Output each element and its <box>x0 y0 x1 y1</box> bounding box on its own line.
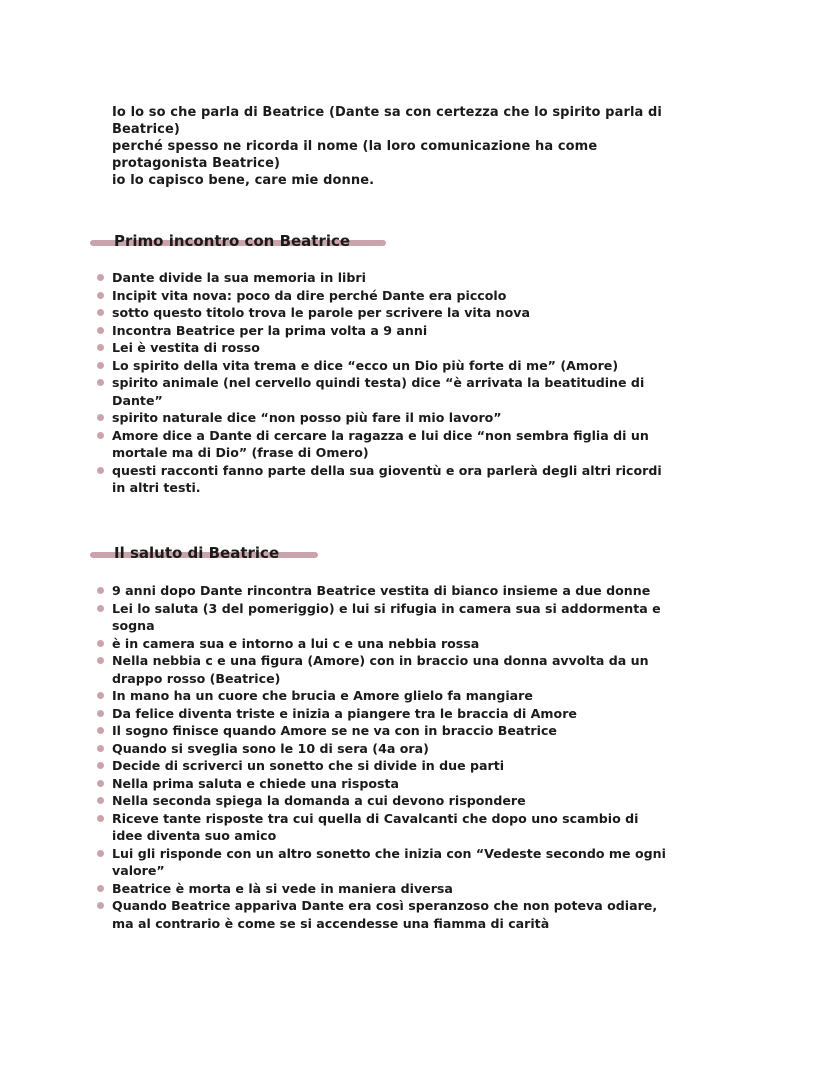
bullet-dot-icon <box>97 344 104 351</box>
list-item-text: Dante divide la sua memoria in libri <box>112 270 366 285</box>
list-item <box>96 462 666 497</box>
list-item-text: Da felice diventa triste e inizia a piangere tra le braccia di Amore <box>112 705 577 721</box>
bullet-dot-icon <box>97 309 104 316</box>
list-item <box>96 269 666 287</box>
list-item-text: Incipit vita nova: poco da dire perché Dante era piccolo <box>112 287 507 303</box>
list-item <box>96 357 666 375</box>
section-heading-primo-incontro <box>90 231 380 251</box>
bullet-dot-icon <box>97 640 104 647</box>
list-item-text: sotto questo titolo trova le parole per scrivere la vita nova <box>112 305 530 320</box>
bullet-dot-icon <box>97 327 104 334</box>
section-title: Primo incontro con Beatrice <box>114 232 351 250</box>
bullet-dot-icon <box>97 379 104 386</box>
bullet-dot-icon <box>97 362 104 369</box>
list-item-text: Quando Beatrice appariva Dante era così speranzoso che non poteva odiare, ma al contrario è come se si accendesse una fiamma di carità <box>112 898 658 931</box>
bullet-dot-icon <box>97 902 104 909</box>
list-item-text: In mano ha un cuore che brucia e Amore glielo fa mangiare <box>112 688 533 703</box>
list-item <box>96 427 666 462</box>
list-item <box>96 600 666 635</box>
list-item <box>96 880 666 898</box>
section-title: Il saluto di Beatrice <box>114 544 280 562</box>
section-heading-saluto <box>90 543 380 563</box>
bullet-dot-icon <box>97 815 104 822</box>
bullet-dot-icon <box>97 885 104 892</box>
bullet-dot-icon <box>97 745 104 752</box>
list-item <box>96 722 666 740</box>
list-item <box>96 322 666 340</box>
list-item-text: Amore dice a Dante di cercare la ragazza e lui dice “non sembra figlia di un mortale ma di Dio” (frase di Omero) <box>112 427 649 460</box>
list-item <box>96 792 666 810</box>
list-item-text: 9 anni dopo Dante rincontra Beatrice vestita di bianco insieme a due donne <box>112 583 651 598</box>
list-item-text: Nella seconda spiega la domanda a cui devono rispondere <box>112 793 526 808</box>
list-item-text: Nella prima saluta e chiede una risposta <box>112 775 399 791</box>
bullet-dot-icon <box>97 274 104 281</box>
list-item <box>96 740 666 758</box>
bullet-dot-icon <box>97 780 104 787</box>
bullet-list-primo-incontro <box>96 269 666 497</box>
list-item-text: è in camera sua e intorno a lui c e una nebbia rossa <box>112 635 480 651</box>
list-item-text: Incontra Beatrice per la prima volta a 9 anni <box>112 322 428 338</box>
list-item <box>96 374 666 409</box>
bullet-dot-icon <box>97 762 104 769</box>
list-item-text: spirito naturale dice “non posso più fare il mio lavoro” <box>112 410 502 425</box>
bullet-dot-icon <box>97 710 104 717</box>
list-item <box>96 757 666 775</box>
list-item-text: Riceve tante risposte tra cui quella di Cavalcanti che dopo uno scambio di idee diventa suo amico <box>112 810 639 843</box>
bullet-dot-icon <box>97 727 104 734</box>
list-item <box>96 409 666 427</box>
list-item <box>96 304 666 322</box>
list-item-text: Lei lo saluta (3 del pomeriggio) e lui si rifugia in camera sua si addormenta e sogna <box>112 600 661 633</box>
list-item <box>96 775 666 793</box>
bullet-dot-icon <box>97 292 104 299</box>
list-item <box>96 687 666 705</box>
bullet-dot-icon <box>97 587 104 594</box>
list-item <box>96 339 666 357</box>
list-item <box>96 705 666 723</box>
list-item-text: Il sogno finisce quando Amore se ne va con in braccio Beatrice <box>112 723 557 738</box>
list-item-text: Nella nebbia c e una figura (Amore) con in braccio una donna avvolta da un drappo rosso (Beatrice) <box>112 653 649 686</box>
list-item-text: Lei è vestita di rosso <box>112 340 260 355</box>
bullet-list-saluto <box>96 582 666 932</box>
list-item-text: Lo spirito della vita trema e dice “ecco un Dio più forte di me” (Amore) <box>112 357 619 373</box>
bullet-dot-icon <box>97 605 104 612</box>
list-item-text: Quando si sveglia sono le 10 di sera (4a ora) <box>112 740 429 756</box>
list-item-text: Decide di scriverci un sonetto che si divide in due parti <box>112 758 505 773</box>
intro-line: io lo capisco bene, care mie donne. <box>112 173 375 188</box>
intro-paragraph <box>112 104 672 189</box>
list-item <box>96 845 666 880</box>
intro-line: perché spesso ne ricorda il nome (la loro comunicazione ha come protagonista Beatrice) <box>112 139 598 171</box>
bullet-dot-icon <box>97 432 104 439</box>
bullet-dot-icon <box>97 414 104 421</box>
bullet-dot-icon <box>97 657 104 664</box>
bullet-dot-icon <box>97 797 104 804</box>
list-item <box>96 810 666 845</box>
list-item-text: Lui gli risponde con un altro sonetto che inizia con “Vedeste secondo me ogni valore” <box>112 845 666 878</box>
list-item <box>96 287 666 305</box>
list-item <box>96 652 666 687</box>
list-item <box>96 582 666 600</box>
list-item-text: questi racconti fanno parte della sua gioventù e ora parlerà degli altri ricordi in altri testi. <box>112 462 662 495</box>
bullet-dot-icon <box>97 467 104 474</box>
list-item <box>96 635 666 653</box>
list-item-text: Beatrice è morta e là si vede in maniera diversa <box>112 880 453 896</box>
intro-line: Io lo so che parla di Beatrice (Dante sa con certezza che lo spirito parla di Beatrice) <box>112 105 662 137</box>
bullet-dot-icon <box>97 850 104 857</box>
bullet-dot-icon <box>97 692 104 699</box>
list-item <box>96 897 666 932</box>
list-item-text: spirito animale (nel cervello quindi testa) dice “è arrivata la beatitudine di Dante” <box>112 375 645 408</box>
